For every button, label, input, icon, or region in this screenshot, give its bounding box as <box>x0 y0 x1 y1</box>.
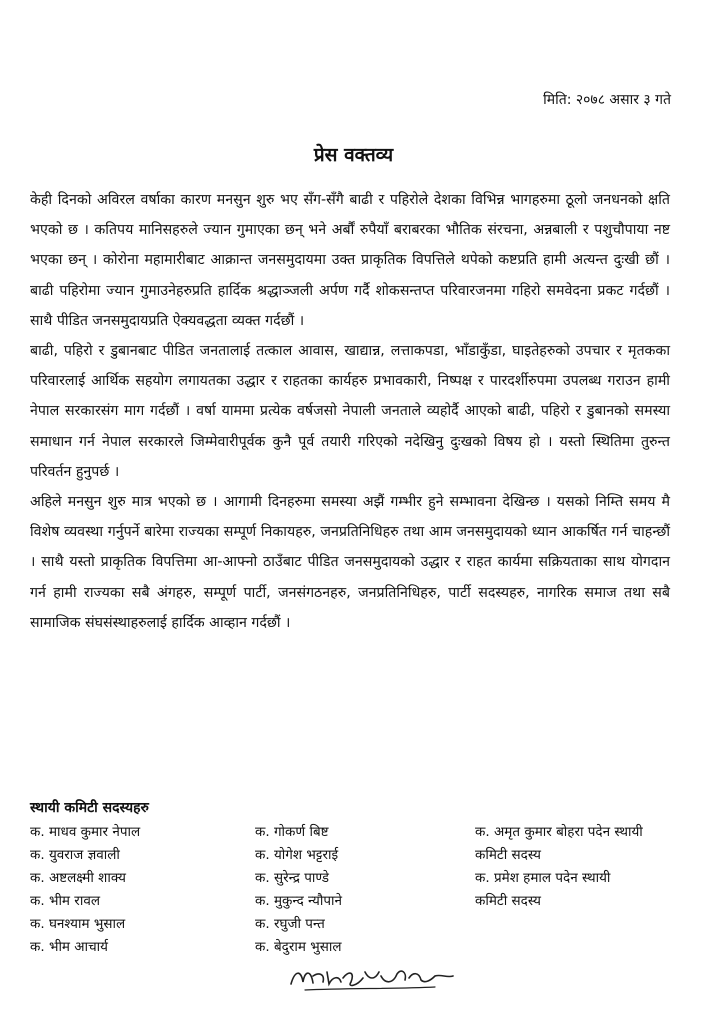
member-name: क. योगेश भट्टराई <box>255 847 339 863</box>
statement-title: प्रेस वक्तव्य <box>313 144 394 166</box>
member-column <box>255 821 465 959</box>
member-name: क. घनश्याम भुसाल <box>30 916 126 932</box>
member-column <box>475 821 700 913</box>
member-name: क. बेदुराम भुसाल <box>255 939 342 955</box>
paragraph: अहिले मनसुन शुरु मात्र भएको छ । आगामी दिनहरुमा समस्या अझैं गम्भीर हुने सम्भावना देखिन्छ । यसको निम्ति समय मै विशेष व्यवस्था गर्नुपर्ने बारेमा राज्यका सम्पूर्ण निकायहरु, जनप्रतिनिधिहरु तथा आम जनसमुदायको ध्यान आकर्षित गर्न चाहन्छौं । साथै यस्तो प्राकृतिक विपत्तिमा आ-आफ्नो ठाउँबाट पीडित जनसमुदायको उद्धार र राहत कार्यमा सक्रियताका साथ योगदान गर्न हामी राज्यका सबै अंगहरु, सम्पूर्ण पार्टी, जनसंगठनहरु, जनप्रतिनिधिहरु, पार्टी सदस्यहरु, नागरिक समाज तथा सबै सामाजिक संघसंस्थाहरुलाई हार्दिक आव्हान गर्दछौं । <box>30 494 670 631</box>
member-column <box>30 821 240 959</box>
member-name: क. गोकर्ण बिष्ट <box>255 824 329 840</box>
member-name: क. मुकुन्द न्यौपाने <box>255 893 342 909</box>
member-name: कमिटी सदस्य <box>475 893 541 909</box>
statement-date: मिति: २०७८ असार ३ गते <box>543 92 671 108</box>
member-name: क. प्रमेश हमाल पदेन स्थायी <box>475 870 611 886</box>
member-name: क. अष्टलक्ष्मी शाक्य <box>30 870 126 886</box>
committee-heading: स्थायी कमिटी सदस्यहरु <box>30 800 149 816</box>
handwritten-signature <box>285 958 460 998</box>
member-name: क. भीम आचार्य <box>30 939 108 955</box>
member-name: क. माधव कुमार नेपाल <box>30 824 141 840</box>
paragraph: बाढी, पहिरो र डुबानबाट पीडित जनतालाई तत्काल आवास, खाद्यान्न, लत्ताकपडा, भाँडाकुँडा, घाइतेहरुको उपचार र मृतकका परिवारलाई आर्थिक सहयोग लगायतका उद्धार र राहतका कार्यहरु प्रभावकारी, निष्पक्ष र पारदर्शीरुपमा उपलब्ध गराउन हामी नेपाल सरकारसंग माग गर्दछौं । वर्षा याममा प्रत्येक वर्षजसो नेपाली जनताले व्यहोर्दै आएको बाढी, पहिरो र डुबानको समस्या समाधान गर्न नेपाल सरकारले जिम्मेवारीपूर्वक कुनै पूर्व तयारी गरिएको नदेखिनु दुःखको विषय हो । यस्तो स्थितिमा तुरुन्त परिवर्तन हुनुपर्छ । <box>30 343 670 480</box>
member-name: क. भीम रावल <box>30 893 100 909</box>
member-name: कमिटी सदस्य <box>475 847 541 863</box>
member-name: क. सुरेन्द्र पाण्डे <box>255 870 330 886</box>
member-name: क. अमृत कुमार बोहरा पदेन स्थायी <box>475 824 643 840</box>
member-name: क. रघुजी पन्त <box>255 916 325 932</box>
member-name: क. युवराज ज्ञवाली <box>30 847 120 863</box>
paragraph: केही दिनको अविरल वर्षाका कारण मनसुन शुरु भए सँग-सँगै बाढी र पहिरोले देशका विभिन्न भागहरुमा ठूलो जनधनको क्षति भएको छ । कतिपय मानिसहरुले ज्यान गुमाएका छन् भने अर्बौं रुपैयाँ बराबरका भौतिक संरचना, अन्नबाली र पशुचौपाया नष्ट भएका छन् । कोरोना महामारीबाट आक्रान्त जनसमुदायमा उक्त प्राकृतिक विपत्तिले थपेको कष्टप्रति हामी अत्यन्त दुःखी छौं । बाढी पहिरोमा ज्यान गुमाउनेहरुप्रति हार्दिक श्रद्धाञ्जली अर्पण गर्दै शोकसन्तप्त परिवारजनमा गहिरो समवेदना प्रकट गर्दछौं । साथै पीडित जनसमुदायप्रति ऐक्यवद्धता व्यक्त गर्दछौं । <box>30 192 670 329</box>
statement-body <box>30 185 670 638</box>
